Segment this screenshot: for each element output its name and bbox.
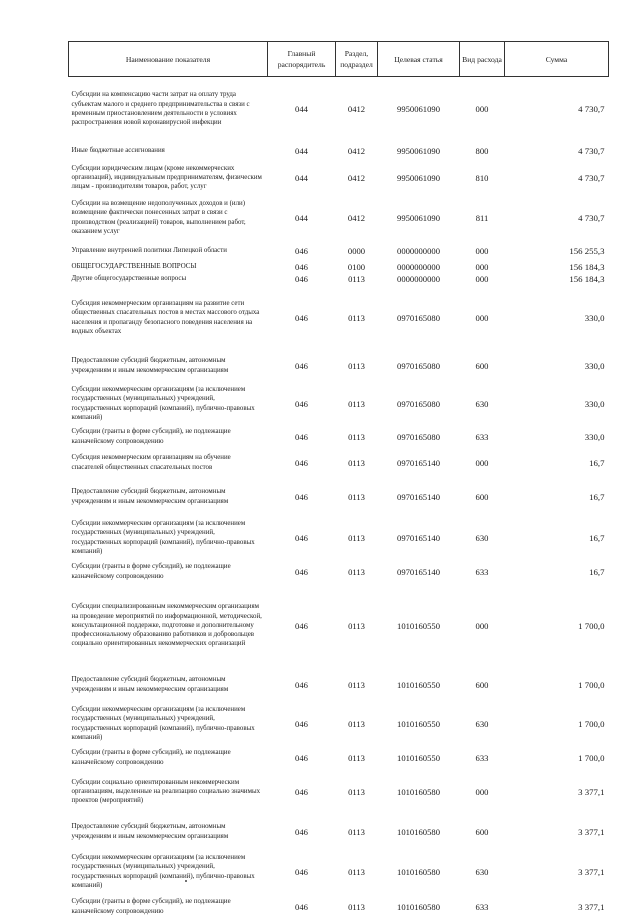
cell-section: 0113 (348, 457, 365, 468)
table-row (69, 141, 609, 161)
cell-name: Другие общегосударственные вопросы (71, 274, 187, 282)
cell-name: Предоставление субсидий бюджетным, автономным учреждениям и иным некоммерческим организациям (71, 676, 229, 693)
table-row (69, 701, 609, 747)
cell-admin: 046 (295, 312, 308, 323)
cell-section: 0113 (348, 431, 365, 442)
cell-article: 1010160550 (397, 718, 440, 729)
cell-section: 0412 (347, 172, 366, 183)
cell-section: 0113 (348, 620, 365, 631)
cell-name: Субсидии на возмещение недополученных доходов и (или) возмещение фактически понесенных затрат в связи с производством (реализацией) товаров, выполнением работ, оказанием услуг (71, 200, 246, 235)
table-row (69, 273, 609, 285)
cell-section: 0113 (348, 312, 365, 323)
cell-article: 9950061090 (397, 103, 440, 114)
table-row (69, 669, 609, 701)
cell-admin: 046 (295, 566, 308, 577)
cell-article: 1010160580 (397, 866, 440, 877)
cell-exptype: 633 (475, 431, 489, 442)
cell-sum: 3 377,1 (578, 786, 605, 797)
table-row (69, 515, 609, 561)
table-row (69, 351, 609, 381)
cell-exptype: 600 (475, 826, 489, 837)
cell-name: Предоставление субсидий бюджетным, автономным учреждениям и иным некоммерческим организациям (71, 823, 229, 840)
cell-sum: 156 255,3 (569, 245, 605, 256)
cell-article: 1010160550 (397, 679, 440, 690)
cell-article: 0970165080 (397, 360, 440, 371)
cell-section: 0113 (348, 826, 365, 837)
cell-sum: 16,7 (589, 457, 605, 468)
cell-sum: 1 700,0 (578, 752, 605, 763)
cell-article: 1010160550 (397, 752, 440, 763)
cell-exptype: 633 (475, 752, 489, 763)
cell-section: 0113 (348, 491, 365, 502)
cell-article: 0970165080 (397, 431, 440, 442)
cell-section: 0113 (348, 273, 365, 284)
cell-name: Субсидии (гранты в форме субсидий), не подлежащие казначейскому сопровождению (71, 563, 231, 580)
cell-sum: 3 377,1 (578, 901, 605, 912)
cell-exptype: 630 (475, 398, 489, 409)
cell-section: 0113 (348, 752, 365, 763)
cell-sum: 16,7 (589, 566, 605, 577)
scan-speck (185, 880, 187, 882)
header-name: Наименование показателя (69, 42, 268, 77)
header-sum: Сумма (505, 42, 609, 77)
cell-exptype: 000 (475, 620, 489, 631)
table-row (69, 381, 609, 427)
cell-sum: 330,0 (584, 431, 605, 442)
cell-name: Предоставление субсидий бюджетным, автономным учреждениям и иным некоммерческим организациям (71, 357, 229, 374)
cell-exptype: 000 (475, 273, 489, 284)
cell-sum: 4 730,7 (578, 212, 605, 223)
cell-article: 0970165080 (397, 398, 440, 409)
table-row (69, 561, 609, 583)
cell-exptype: 630 (475, 866, 489, 877)
cell-admin: 044 (295, 212, 308, 223)
cell-article: 0000000000 (397, 245, 440, 256)
table-row (69, 849, 609, 895)
cell-admin: 046 (295, 245, 308, 256)
cell-article: 1010160550 (397, 620, 440, 631)
cell-section: 0113 (348, 566, 365, 577)
cell-article: 1010160580 (397, 901, 440, 912)
table-body (69, 77, 609, 919)
cell-admin: 046 (295, 457, 308, 468)
cell-exptype: 600 (475, 491, 489, 502)
cell-sum: 4 730,7 (578, 145, 605, 156)
cell-name: Субсидии на компенсацию части затрат на оплату труда субъектам малого и среднего предпринимательства в связи с временным приостановлением деятельности в условиях распространения новой коронавирусной инфекции (71, 91, 250, 126)
cell-sum: 16,7 (589, 491, 605, 502)
table-row (69, 479, 609, 515)
cell-article: 1010160580 (397, 826, 440, 837)
cell-admin: 046 (295, 360, 308, 371)
cell-admin: 046 (295, 752, 308, 763)
cell-admin: 046 (295, 532, 308, 543)
cell-admin: 046 (295, 786, 308, 797)
cell-sum: 16,7 (589, 532, 605, 543)
cell-name: Субсидии специализированным некоммерческим организациям на проведение мероприятий по информационной, методической, консультационной поддержке, подготовке и дополнительному профессиональному образованию работников и добровольцев социально ориентированных некоммерческих организаций (71, 603, 262, 648)
cell-section: 0000 (347, 245, 366, 256)
cell-sum: 1 700,0 (578, 679, 605, 690)
table-row (69, 77, 609, 141)
table-row (69, 195, 609, 241)
cell-exptype: 000 (475, 103, 489, 114)
cell-name: Субсидии (гранты в форме субсидий), не подлежащие казначейскому сопровождению (71, 749, 231, 766)
cell-exptype: 633 (475, 566, 489, 577)
cell-exptype: 800 (475, 145, 489, 156)
table-row (69, 583, 609, 669)
cell-admin: 044 (295, 145, 308, 156)
cell-sum: 330,0 (584, 360, 605, 371)
table-row (69, 747, 609, 769)
cell-admin: 044 (295, 172, 308, 183)
cell-article: 0970165140 (397, 532, 440, 543)
cell-sum: 4 730,7 (578, 172, 605, 183)
cell-exptype: 811 (475, 212, 489, 223)
cell-admin: 046 (295, 273, 308, 284)
table-row (69, 427, 609, 447)
cell-name: Субсидии некоммерческим организациям (за исключением государственных (муниципальных) учреждений, государственных корпораций (компаний), публично-правовых компаний) (71, 706, 255, 741)
cell-sum: 156 184,3 (569, 261, 605, 272)
cell-admin: 046 (295, 901, 308, 912)
cell-article: 9950061090 (397, 145, 440, 156)
cell-exptype: 630 (475, 718, 489, 729)
cell-admin: 046 (295, 866, 308, 877)
cell-name: Предоставление субсидий бюджетным, автономным учреждениям и иным некоммерческим организациям (71, 488, 229, 505)
cell-exptype: 000 (475, 312, 489, 323)
cell-name: Субсидии юридическим лицам (кроме некоммерческих организаций), индивидуальным предпринимателям, физическим лицам - производителям товаров, работ, услуг (71, 164, 262, 191)
header-exptype: Вид расхода (460, 42, 505, 77)
cell-section: 0412 (347, 212, 366, 223)
cell-exptype: 633 (475, 901, 489, 912)
cell-section: 0113 (348, 532, 365, 543)
cell-section: 0412 (347, 145, 366, 156)
table-row (69, 447, 609, 479)
cell-exptype: 600 (475, 360, 489, 371)
cell-admin: 046 (295, 679, 308, 690)
table-row (69, 161, 609, 195)
cell-article: 9950061090 (397, 172, 440, 183)
cell-exptype: 000 (475, 245, 489, 256)
cell-name: ОБЩЕГОСУДАРСТВЕННЫЕ ВОПРОСЫ (71, 262, 197, 270)
cell-section: 0113 (348, 866, 365, 877)
cell-section: 0412 (347, 103, 366, 114)
cell-name: Субсидии (гранты в форме субсидий), не подлежащие казначейскому сопровождению (71, 428, 231, 445)
cell-sum: 3 377,1 (578, 866, 605, 877)
cell-exptype: 000 (475, 786, 489, 797)
cell-article: 0970165080 (397, 312, 440, 323)
cell-article: 9950061090 (397, 212, 440, 223)
table-row (69, 285, 609, 351)
cell-sum: 330,0 (584, 398, 605, 409)
table-row (69, 241, 609, 261)
budget-table (68, 41, 609, 919)
cell-article: 0000000000 (397, 273, 440, 284)
cell-name: Субсидия некоммерческим организациям на обучение спасателей общественных спасательных постов (71, 454, 231, 471)
cell-admin: 046 (295, 826, 308, 837)
cell-name: Управление внутренней политики Липецкой области (71, 246, 227, 254)
cell-sum: 3 377,1 (578, 826, 605, 837)
cell-name: Субсидии некоммерческим организациям (за исключением государственных (муниципальных) учреждений, государственных корпораций (компаний), публично-правовых компаний) (71, 386, 255, 421)
cell-sum: 4 730,7 (578, 103, 605, 114)
cell-section: 0113 (348, 786, 365, 797)
cell-name: Субсидии некоммерческим организациям (за исключением государственных (муниципальных) учреждений, государственных корпораций (компаний), публично-правовых компаний) (71, 854, 255, 889)
cell-exptype: 000 (475, 457, 489, 468)
cell-section: 0113 (348, 398, 365, 409)
cell-article: 0970165140 (397, 457, 440, 468)
cell-sum: 330,0 (584, 312, 605, 323)
cell-article: 0970165140 (397, 491, 440, 502)
cell-name: Иные бюджетные ассигнования (71, 146, 165, 154)
table-row (69, 769, 609, 815)
cell-name: Субсидии (гранты в форме субсидий), не подлежащие казначейскому сопровождению (71, 898, 231, 915)
table-header (69, 42, 609, 77)
cell-admin: 046 (295, 620, 308, 631)
cell-section: 0113 (348, 718, 365, 729)
cell-article: 0970165140 (397, 566, 440, 577)
cell-exptype: 600 (475, 679, 489, 690)
cell-name: Субсидия некоммерческим организациям на развитие сети общественных спасательных постов в местах массового отдыха населения и пропаганду безопасного поведения населения на водных объектах (71, 300, 260, 335)
cell-name: Субсидии некоммерческим организациям (за исключением государственных (муниципальных) учреждений, государственных корпораций (компаний), публично-правовых компаний) (71, 520, 255, 555)
cell-sum: 1 700,0 (578, 718, 605, 729)
cell-sum: 156 184,3 (569, 273, 605, 284)
cell-admin: 046 (295, 398, 308, 409)
cell-section: 0113 (348, 901, 365, 912)
cell-admin: 046 (295, 718, 308, 729)
cell-article: 1010160580 (397, 786, 440, 797)
cell-admin: 046 (295, 491, 308, 502)
header-article: Целевая статья (378, 42, 460, 77)
cell-sum: 1 700,0 (578, 620, 605, 631)
cell-exptype: 000 (475, 261, 489, 272)
cell-exptype: 810 (475, 172, 489, 183)
cell-section: 0100 (347, 261, 366, 272)
header-section: Раздел, подраздел (336, 42, 378, 77)
cell-section: 0113 (348, 360, 365, 371)
table-row (69, 815, 609, 849)
cell-admin: 046 (295, 261, 308, 272)
cell-name: Субсидии социально ориентированным некоммерческим организациям, выделенные на реализацию социально значимых проектов (мероприятий) (71, 778, 261, 805)
cell-admin: 046 (295, 431, 308, 442)
cell-exptype: 630 (475, 532, 489, 543)
cell-article: 0000000000 (397, 261, 440, 272)
cell-admin: 044 (295, 103, 308, 114)
header-admin: Главный распорядитель (268, 42, 336, 77)
cell-section: 0113 (348, 679, 365, 690)
table-row (69, 261, 609, 273)
table-row (69, 895, 609, 919)
